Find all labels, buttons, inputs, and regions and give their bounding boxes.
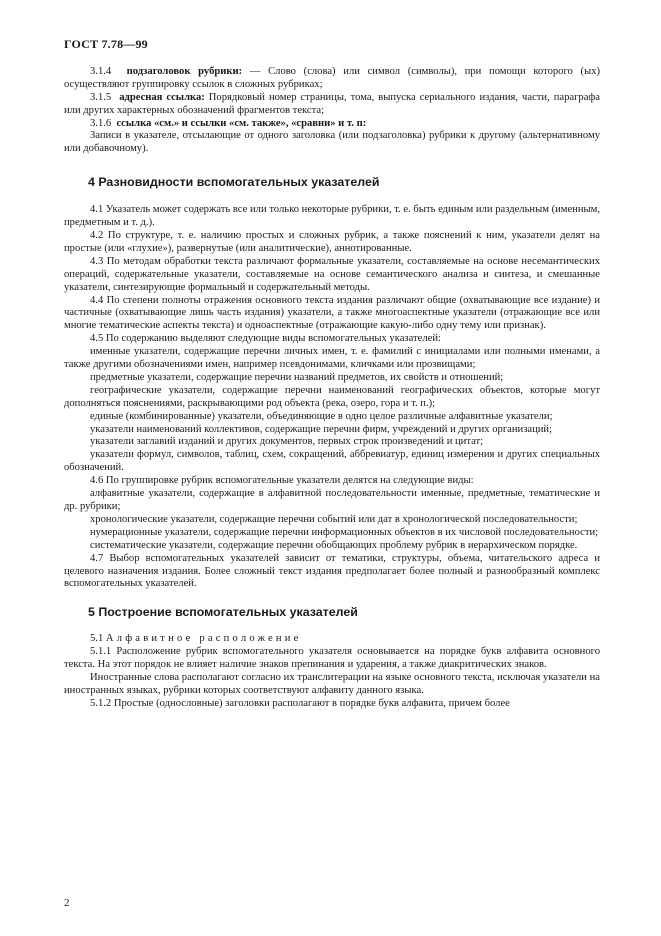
def-term: адресная ссылка: xyxy=(119,91,205,103)
paragraph-4-4: 4.4 По степени полноты отражения основного текста издания различают общие (охватывающие все издание) и частичные (охватывающие лишь часть издания) указатели, а также многоаспектные указатели (отражающие все или многие тематические аспекты текста) и одноаспектные (отражающие какую-либо одну тему или признак). xyxy=(64,294,600,332)
list-item: географические указатели, содержащие перечни наименований географических объектов, которые могут дополняться пояснениями, раскрывающими род объекта (река, озеро, гора и т. п.); xyxy=(64,384,600,409)
list-item: алфавитные указатели, содержащие в алфавитной последовательности именные, предметные, тематические и др. рубрики; xyxy=(64,488,600,512)
list-item: единые (комбинированные) указатели, объединяющие в одно целое различные алфавитные указатели; xyxy=(90,410,553,422)
def-term: ссылка «см.» и ссылки «см. также», «сравни» и т. п: xyxy=(116,117,367,129)
paragraph-5-1-1-b: Иностранные слова располагают согласно их транслитерации на языке основного текста, исключая указатели на иностранных языках, рубрики которых соответствуют алфавиту данного языка. xyxy=(64,671,600,696)
paragraph-4-7: 4.7 Выбор вспомогательных указателей зависит от тематики, структуры, объема, читательского адреса и целевого назначения издания. Более сложный текст издания предполагает более полный и разнообразный комплекс вспомогательных указателей. xyxy=(64,552,600,590)
list-item: систематические указатели, содержащие перечни обобщающих проблему рубрик в иерархическом порядке. xyxy=(90,539,578,551)
paragraph-4-3: 4.3 По методам обработки текста различают формальные указатели, составляемые на основе несемантических операций, содержательные указатели, составляемые на основе семантического анализа и синтеза, и смешанные указатели, синтезирующие формальный и содержательный методы. xyxy=(64,255,600,293)
subsection-number: 5.1 xyxy=(90,633,104,645)
definition-3-1-6-body: Записи в указателе, отсылающие от одного заголовка (или подзаголовка) рубрики к другому (альтернативному или добавочному). xyxy=(64,130,600,155)
list-item: предметные указатели, содержащие перечни названий предметов, их свойств и отношений; xyxy=(90,371,504,383)
subsection-title: Алфавитное расположение xyxy=(105,633,302,645)
page-number: 2 xyxy=(64,897,70,909)
definition-3-1-4 xyxy=(64,66,600,92)
paragraph-5-1-1: 5.1.1 Расположение рубрик вспомогательного указателя основывается на порядке букв алфавита основного текста. На этот порядок не влияет наличие знаков препинания и ударения, а также диакритических знаков. xyxy=(64,646,600,671)
section-5-heading: 5 Построение вспомогательных указателей xyxy=(88,605,358,620)
definition-3-1-5 xyxy=(64,92,600,118)
paragraph-4-6: 4.6 По группировке рубрик вспомогательные указатели делятся на следующие виды: xyxy=(90,475,474,487)
def-text: Порядковый номер страницы, тома, выпуска сериального издания, части, параграфа или других характерных обозначений фрагментов текста; xyxy=(64,91,600,116)
def-text: — Слово (слова) или символ (символы), при помощи которого (ых) осуществляют группировку ссылок в сложных рубриках; xyxy=(64,65,601,90)
paragraph-4-5: 4.5 По содержанию выделяют следующие виды вспомогательных указателей: xyxy=(90,333,441,345)
document-page xyxy=(64,38,600,711)
definition-3-1-6 xyxy=(64,118,600,131)
paragraph-4-2: 4.2 По структуре, т. е. наличию простых и сложных рубрик, а также пояснений к ним, указатели делят на простые (или «глухие»), развернутые (или аналитические), аннотированные. xyxy=(64,229,600,254)
list-item: хронологические указатели, содержащие перечни событий или дат в хронологической последовательности; xyxy=(90,513,578,525)
list-item: указатели заглавий изданий и других документов, первых строк произведений и цитат; xyxy=(90,436,484,448)
list-item: именные указатели, содержащие перечни личных имен, т. е. фамилий с инициалами или полными именами, а также другими обозначениями имен, например псевдонимами, кличками или прозвищами; xyxy=(64,346,600,371)
def-term: подзаголовок рубрики: xyxy=(126,65,243,77)
list-item: нумерационные указатели, содержащие перечни информационных объектов в их числовой последовательности; xyxy=(90,526,599,538)
list-item: указатели формул, символов, таблиц, схем, сокращений, аббревиатур, единиц измерения и других специальных обозначений. xyxy=(64,449,600,474)
document-header: ГОСТ 7.78—99 xyxy=(64,37,148,51)
paragraph-5-1-2: 5.1.2 Простые (однословные) заголовки располагают в порядке букв алфавита, причем более xyxy=(90,697,510,709)
def-number: 3.1.5 xyxy=(90,91,112,103)
def-number: 3.1.4 xyxy=(90,65,112,77)
paragraph-4-1: 4.1 Указатель может содержать все или только некоторые рубрики, т. е. быть единым или раздельным (именным, предметным и т. д.). xyxy=(64,204,600,229)
subsection-5-1-heading xyxy=(64,633,600,646)
def-number: 3.1.6 xyxy=(90,117,112,129)
section-4-heading: 4 Разновидности вспомогательных указателей xyxy=(88,175,380,190)
list-item: указатели наименований коллективов, содержащие перечни фирм, учреждений и других организаций; xyxy=(90,423,553,435)
